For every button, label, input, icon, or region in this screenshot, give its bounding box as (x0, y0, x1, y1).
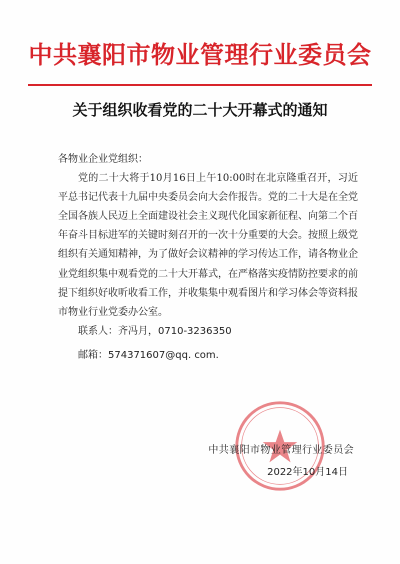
signature-date: 2022年10月14日 (267, 467, 348, 478)
salutation: 各物业企业党组织： (58, 154, 148, 165)
contact-email: 邮箱：574371607@qq. com. (78, 349, 219, 361)
body-paragraph: 党的二十大将于10月16日上午10:00时在北京隆重召开，习近平总书记代表十九届中央委员会向大会作报告。党的二十大是在全党全国各族人民迈上全面建设社会主义现代化国家新征程、向第二个百年奋斗目标进军的关键时刻召开的一次十分重要的大会。按照上级党组织有关通知精神，为了做好会议精神的学习传达工作，请各物业企业党组织集中观看党的二十大开幕式，在严格落实疫情防控要求的前提下组织好收听收看工作，并收集集中观看图片和学习体会等资料报市物业行业党委办公室。 (58, 173, 358, 318)
letterhead-red-rule (28, 84, 372, 86)
letterhead-org-name: 中共襄阳市物业管理行业委员会 (28, 40, 372, 69)
signature-block (208, 440, 354, 484)
signature-org: 中共襄阳市物业管理行业委员会 (208, 445, 354, 456)
document-title: 关于组织收看党的二十大开幕式的通知 (72, 101, 328, 119)
contact-person: 联系人：齐冯月，0710-3236350 (78, 325, 232, 337)
document-body (58, 150, 358, 365)
